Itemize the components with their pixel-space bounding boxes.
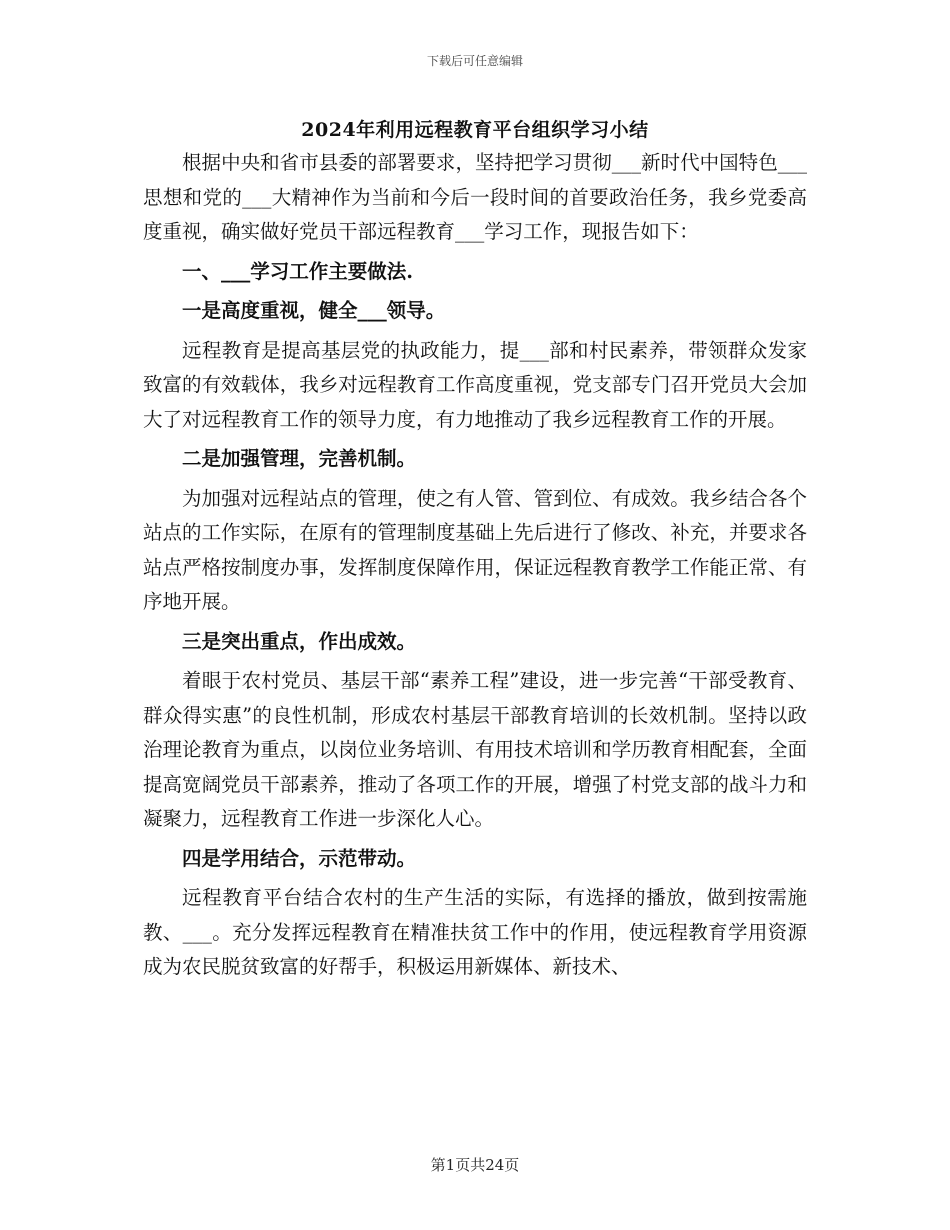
section-heading: 一、___学习工作主要做法. [182,259,414,283]
paragraph-2: 为加强对远程站点的管理，使之有人管、管到位、有成效。我乡结合各个站点的工作实际，在原有的管理制度基础上先后进行了修改、补充，并要求各站点严格按制度办事，发挥制度保障作用，保证远程教育教学工作能正常、有序地开展。 [143,486,807,613]
intro-paragraph: 根据中央和省市县委的部署要求，坚持把学习贯彻___新时代中国特色___思想和党的___大精神作为当前和今后一段时间的首要政治任务，我乡党委高度重视，确实做好党员干部远程教育___学习工作，现报告如下： [143,151,807,243]
paragraph-3: 着眼于农村党员、基层干部“素养工程”建设，进一步完善“干部受教育、群众得实惠”的良性机制，形成农村基层干部教育培训的长效机制。坚持以政治理论教育为重点，以岗位业务培训、有用技术培训和学历教育相配套，全面提高宽阔党员干部素养，推动了各项工作的开展，增强了村党支部的战斗力和凝聚力，远程教育工作进一步深化人心。 [143,669,807,830]
page-header: 下载后可任意编辑 [426,54,523,68]
document-title: 2024年利用远程教育平台组织学习小结 [301,119,649,141]
subheading-4: 四是学用结合，示范带动。 [182,846,417,870]
subheading-1: 一是高度重视，健全___领导。 [182,299,446,322]
subheading-3: 三是突出重点，作出成效。 [182,629,417,653]
document-body [143,146,807,990]
subheading-2: 二是加强管理，完善机制。 [182,447,417,470]
paragraph-4: 远程教育平台结合农村的生产生活的实际，有选择的播放，做到按需施教、___。充分发挥远程教育在精准扶贫工作中的作用，使远程教育学用资源成为农民脱贫致富的好帮手，积极运用新媒体、新技术、 [143,886,807,978]
page-footer: 第1页共24页 [430,1156,520,1174]
paragraph-1: 远程教育是提高基层党的执政能力，提___部和村民素养，带领群众发家致富的有效载体，我乡对远程教育工作高度重视，党支部专门召开党员大会加大了对远程教育工作的领导力度，有力地推动了我乡远程教育工作的开展。 [143,338,807,431]
